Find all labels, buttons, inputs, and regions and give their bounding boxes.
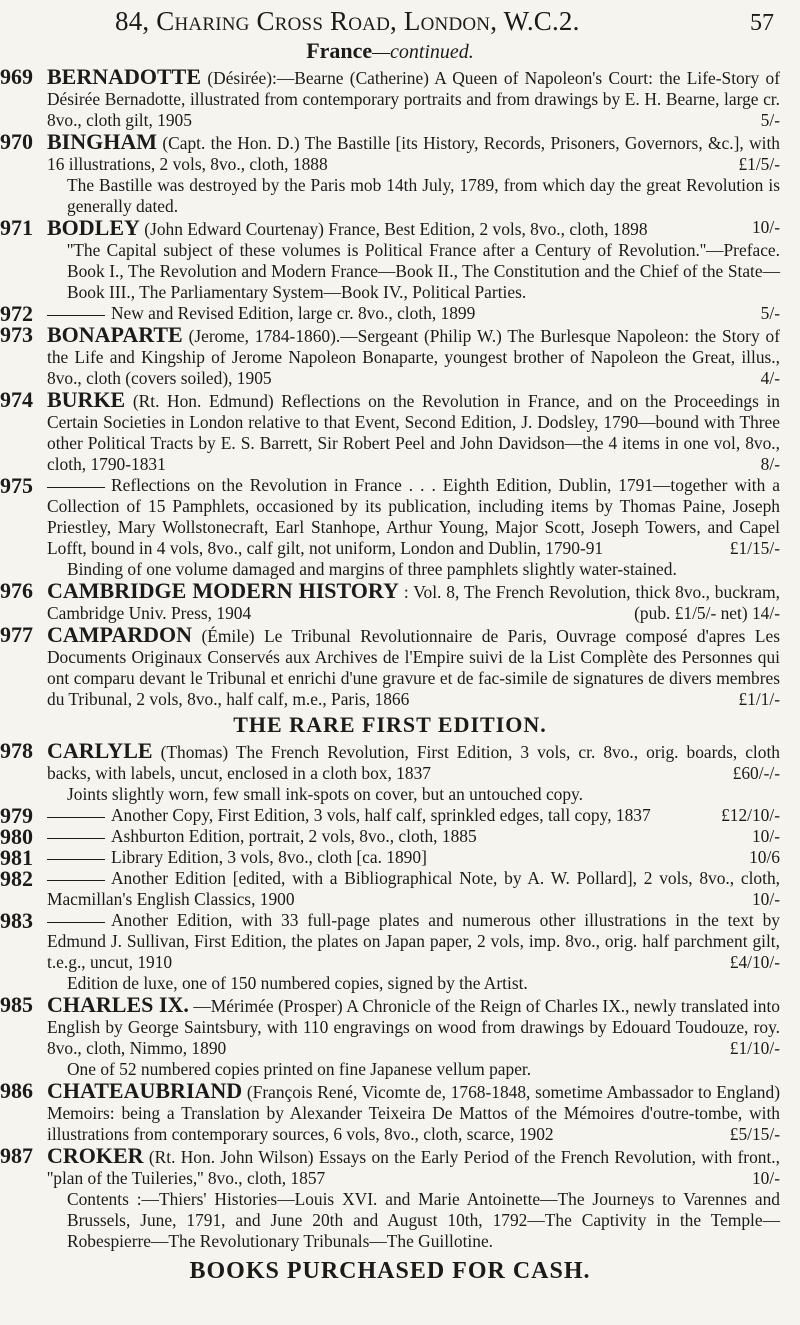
entry-list [0, 66, 780, 1252]
entry-price: £4/10/- [729, 952, 780, 972]
section-title [0, 38, 780, 64]
entry-price: £1/1/- [738, 689, 780, 709]
entry-price: 10/6 [749, 847, 780, 867]
list-item [0, 868, 780, 910]
entry-price: £1/15/- [729, 538, 780, 558]
entry-text: (Rt. Hon. John Wilson) Essays on the Early Period of the French Revolution, with front., ''plan of the Tuileries,'' 8vo., cloth, 1857 [47, 1147, 780, 1188]
entry-note: Edition de luxe, one of 150 numbered copies, signed by the Artist. [67, 973, 528, 993]
entry-text: Another Edition, with 33 full-page plates and numerous other illustrations in the text by Edmund J. Sullivan, First Edition, the plates on Japan paper, 2 vols, imp. 8vo., orig. half parchment gilt, t.e.g., uncut, 1910 [47, 910, 780, 972]
entry-number: 980 [0, 824, 33, 849]
entry-banner: THE RARE FIRST EDITION. [233, 712, 547, 737]
ditto-rule [47, 922, 105, 923]
entry-note: The Bastille was destroyed by the Paris mob 14th July, 1789, from which day the great Revolution is generally dated. [67, 175, 780, 216]
entry-heading: BODLEY [47, 215, 140, 240]
entry-number: 979 [0, 803, 33, 828]
entry-text: (Émile) Le Tribunal Revolutionnaire de Paris, Ouvrage composé d'apres Les Documents Originaux Conservés aux Archives de l'Empire suivi de la List Complète des Personnes qui ont comparu devant le Tribunal et enrichi d'une gravure et de fac-simile de signatures de divers membres du Tribunal, 2 vols, 8vo., half calf, m.e., Paris, 1866 [47, 626, 780, 709]
entry-number: 976 [0, 578, 33, 603]
entry-number: 983 [0, 908, 33, 933]
ditto-rule [47, 487, 105, 488]
ditto-rule [47, 315, 105, 316]
list-item [0, 910, 780, 994]
entry-number: 981 [0, 845, 33, 870]
list-item [0, 217, 780, 303]
page-number: 57 [750, 10, 774, 36]
list-item [0, 1080, 780, 1145]
page-header [105, 4, 780, 38]
list-item [0, 805, 780, 826]
entry-number: 970 [0, 129, 33, 154]
entry-text: Another Copy, First Edition, 3 vols, half calf, sprinkled edges, tall copy, 1837 [111, 805, 651, 825]
list-item [0, 324, 780, 389]
entry-note: ''The Capital subject of these volumes is Political France after a Century of Revolution.''—Preface. Book I., The Revolution and Modern France—Book II., The Constitution and the Chief of the State—Book III., The Parliamentary System—Book IV., Political Parties. [67, 240, 780, 302]
entry-price: 5/- [760, 110, 780, 130]
entry-note: Joints slightly worn, few small ink-spots on cover, but an untouched copy. [67, 784, 583, 804]
list-item [0, 303, 780, 324]
entry-text: (Désirée):—Bearne (Catherine) A Queen of Napoleon's Court: the Life-Story of Désirée Bernadotte, illustrated from contemporary portraits and from drawings by E. H. Bearne, large cr. 8vo., cloth gilt, 1905 [47, 68, 780, 130]
entry-number: 975 [0, 473, 33, 498]
list-item [0, 1145, 780, 1252]
section-name: France [306, 38, 373, 63]
list-item [0, 994, 780, 1080]
ditto-rule [47, 859, 105, 860]
entry-text: (Thomas) The French Revolution, First Edition, 3 vols, cr. 8vo., orig. boards, cloth backs, with labels, uncut, enclosed in a cloth box, 1837 [47, 742, 780, 783]
entry-price: 10/- [751, 889, 780, 909]
entry-price: 5/- [760, 303, 780, 323]
entry-heading: CROKER [47, 1143, 144, 1168]
list-item [0, 475, 780, 580]
entry-note: One of 52 numbered copies printed on fine Japanese vellum paper. [67, 1059, 532, 1079]
entry-text: New and Revised Edition, large cr. 8vo., cloth, 1899 [111, 303, 476, 323]
entry-text: Library Edition, 3 vols, 8vo., cloth [ca. 1890] [111, 847, 427, 867]
entry-number: 971 [0, 215, 33, 240]
list-item [0, 389, 780, 475]
entry-text: (John Edward Courtenay) France, Best Edition, 2 vols, 8vo., cloth, 1898 [144, 219, 648, 239]
entry-price: £1/5/- [738, 154, 780, 174]
entry-note: Binding of one volume damaged and margins of three pamphlets slightly water-stained. [67, 559, 677, 579]
entry-heading: CAMBRIDGE MODERN HISTORY [47, 578, 399, 603]
list-item [0, 847, 780, 868]
ditto-rule [47, 817, 105, 818]
entry-price: £1/10/- [729, 1038, 780, 1058]
entry-text: Another Edition [edited, with a Bibliographical Note, by A. W. Pollard], 2 vols, 8vo., cloth, Macmillan's English Classics, 1900 [47, 868, 780, 909]
entry-number: 977 [0, 622, 33, 647]
entry-number: 986 [0, 1078, 33, 1103]
entry-heading: CHATEAUBRIAND [47, 1078, 243, 1103]
ditto-rule [47, 880, 105, 881]
entry-heading: BURKE [47, 387, 126, 412]
entry-number: 973 [0, 322, 33, 347]
entry-text: (Jerome, 1784-1860).—Sergeant (Philip W.) The Burlesque Napoleon: the Story of the Life and Kingship of Jerome Napoleon Bonaparte, youngest brother of Napoleon the Great, illus., 8vo., cloth (covers soiled), 1905 [47, 326, 780, 388]
entry-note: Contents :—Thiers' Histories—Louis XVI. and Marie Antoinette—The Journeys to Varennes and Brussels, June, 1791, and June 20th and August 10th, 1792—The Captivity in the Temple—Robespierre—The Revolutionary Tribunals—The Guillotine. [67, 1189, 780, 1251]
entry-text: (Rt. Hon. Edmund) Reflections on the Revolution in France, and on the Proceedings in Certain Societies in London relative to that Event, Second Edition, J. Dodsley, 1790—bound with Three other Political Tracts by E. S. Barrett, Sir Robert Peel and John Davidson—the 4 items in one vol, 8vo., cloth, 1790-1831 [47, 391, 780, 474]
entry-number: 985 [0, 992, 33, 1017]
entry-price: £5/15/- [729, 1124, 780, 1144]
list-item [0, 580, 780, 624]
entry-text: Ashburton Edition, portrait, 2 vols, 8vo., cloth, 1885 [111, 826, 477, 846]
list-item [0, 826, 780, 847]
entry-text: (Capt. the Hon. D.) The Bastille [its History, Records, Prisoners, Governors, &c.], with 16 illustrations, 2 vols, 8vo., cloth, 1888 [47, 133, 780, 174]
ditto-rule [47, 838, 105, 839]
entry-number: 982 [0, 866, 33, 891]
entry-heading: BERNADOTTE [47, 64, 202, 89]
entry-text: —Mérimée (Prosper) A Chronicle of the Reign of Charles IX., newly translated into English by George Saintsbury, with 110 engravings on wood from drawings by Edouard Toudouze, roy. 8vo., cloth, Nimmo, 1890 [47, 996, 780, 1058]
entry-price: 8/- [760, 454, 780, 474]
entry-heading: CARLYLE [47, 738, 153, 763]
entry-heading: CHARLES IX. [47, 992, 189, 1017]
list-item [0, 624, 780, 710]
entry-number: 987 [0, 1143, 33, 1168]
list-item [0, 66, 780, 131]
entry-heading: BONAPARTE [47, 322, 183, 347]
entry-heading: CAMPARDON [47, 622, 193, 647]
entry-heading: BINGHAM [47, 129, 157, 154]
entry-price: £12/10/- [721, 805, 780, 825]
entry-number: 978 [0, 738, 33, 763]
running-head: 84, Charing Cross Road, London, W.C.2. [115, 6, 580, 36]
entry-price: 10/- [751, 1168, 780, 1188]
list-item [0, 131, 780, 217]
entry-text: : Vol. 8, The French Revolution, thick 8vo., buckram, Cambridge Univ. Press, 1904 [47, 582, 780, 623]
entry-price: 10/- [751, 217, 780, 237]
entry-number: 972 [0, 301, 33, 326]
entry-text: Reflections on the Revolution in France . . . Eighth Edition, Dublin, 1791—together with a Collection of 15 Pamphlets, occasioned by its publication, including items by Thomas Paine, Joseph Priestley, Mary Wollstonecraft, Earl Stanhope, Arthur Young, Major Scott, Joseph Towers, and Capel Lofft, bound in 4 vols, 8vo., calf gilt, not uniform, London and Dublin, 1790-91 [47, 475, 780, 558]
entry-number: 969 [0, 64, 33, 89]
entry-price: 4/- [760, 368, 780, 388]
footer-notice: BOOKS PURCHASED FOR CASH. [189, 1258, 591, 1284]
entry-price: (pub. £1/5/- net) 14/- [634, 603, 780, 623]
entry-number: 974 [0, 387, 33, 412]
list-item [0, 740, 780, 805]
entry-price: £60/-/- [732, 763, 780, 783]
section-suffix: —continued. [372, 41, 474, 63]
entry-text: (François René, Vicomte de, 1768-1848, sometime Ambassador to England) Memoirs: being a Translation by Alexander Teixeira De Mattos of the Mémoires d'outre-tombe, with illustrations from contemporary sources, 6 vols, 8vo., cloth, scarce, 1902 [47, 1082, 780, 1144]
entry-price: 10/- [751, 826, 780, 846]
